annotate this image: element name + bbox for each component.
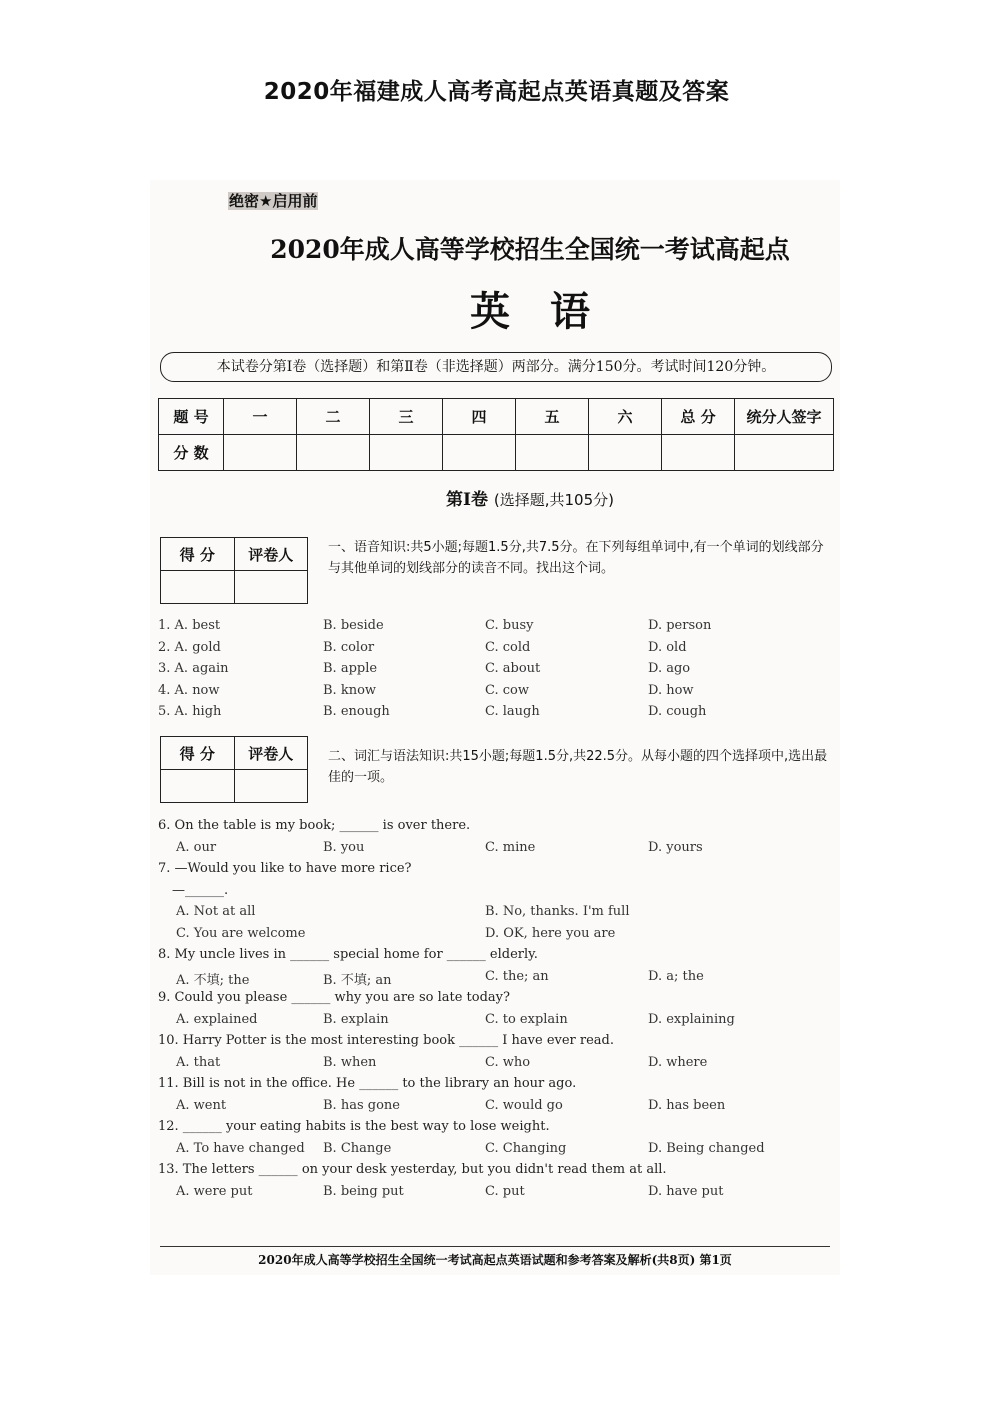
grader-box (160, 736, 308, 803)
option-row: A. explained B. explain C. to explain D. explaining (176, 1011, 735, 1027)
option-row: A. our B. you C. mine D. yours (176, 839, 703, 855)
option-row: C. You are welcome D. OK, here you are (176, 925, 616, 941)
grader-cell (234, 571, 308, 604)
question-row: 1. A. best B. beside C. busy D. person (158, 618, 712, 633)
question-stem: —______. (172, 882, 229, 898)
section-2-heading: 二、词汇与语法知识:共15小题;每题1.5分,共22.5分。从每小题的四个选择项中,选出最佳的一项。 (328, 749, 828, 785)
question-row: 4. A. now B. know C. cow D. how (158, 682, 694, 698)
question-stem: 7. —Would you like to have more rice? (158, 861, 412, 876)
score-cell (662, 435, 735, 471)
grader-score-label: 得 分 (161, 538, 235, 571)
question-row: 2. A. gold B. color C. cold D. old (158, 639, 687, 655)
grader-name-label: 评卷人 (234, 737, 308, 770)
score-table-header: 五 (516, 399, 589, 435)
question-stem: 11. Bill is not in the office. He ______ to the library an hour ago. (158, 1076, 577, 1091)
grader-cell (161, 571, 235, 604)
grader-score-label: 得 分 (161, 737, 235, 770)
question-stem: 6. On the table is my book; ______ is over there. (158, 818, 471, 833)
score-table (158, 398, 834, 471)
subject-title: 英语 (470, 288, 630, 335)
score-table-header: 题 号 (159, 399, 224, 435)
score-cell (589, 435, 662, 471)
score-table-header: 二 (297, 399, 370, 435)
exam-instructions: 本试卷分第Ⅰ卷（选择题）和第Ⅱ卷（非选择题）两部分。满分150分。考试时间120分钟。 (160, 352, 832, 382)
question-stem: 9. Could you please ______ why you are so late today? (158, 990, 510, 1005)
grader-cell (234, 770, 308, 803)
score-cell (370, 435, 443, 471)
score-cell (735, 435, 834, 471)
grader-name-label: 评卷人 (234, 538, 308, 571)
score-row-label: 分 数 (159, 435, 224, 471)
score-table-header: 统分人签字 (735, 399, 834, 435)
exam-title: 2020年成人高等学校招生全国统一考试高起点 (270, 235, 790, 264)
score-cell (297, 435, 370, 471)
question-stem: 13. The letters ______ on your desk yesterday, but you didn't read them at all. (158, 1162, 667, 1177)
score-cell (224, 435, 297, 471)
option-row: A. were put B. being put C. put D. have put (176, 1183, 724, 1199)
question-stem: 12. ______ your eating habits is the best way to lose weight. (158, 1119, 550, 1134)
option-row: A. that B. when C. who D. where (176, 1054, 708, 1070)
option-row: A. went B. has gone C. would go D. has been (176, 1097, 726, 1113)
option-row: A. 不填; the B. 不填; an C. the; an D. a; the (176, 968, 704, 988)
section-1-questions (158, 618, 838, 726)
score-table-header: 四 (443, 399, 516, 435)
document-title: 2020年福建成人高考高起点英语真题及答案 (263, 79, 730, 105)
question-row: 3. A. again B. apple C. about D. ago (158, 661, 691, 676)
section-1-heading: 一、语音知识:共5小题;每题1.5分,共7.5分。在下列每组单词中,有一个单词的划线部分与其他单词的划线部分的读音不同。找出这个词。 (328, 540, 824, 576)
score-table-header: 六 (589, 399, 662, 435)
page-footer: 2020年成人高等学校招生全国统一考试高起点英语试题和参考答案及解析(共8页) 第1页 (160, 1246, 830, 1268)
question-row: 5. A. high B. enough C. laugh D. cough (158, 704, 707, 719)
grader-box (160, 537, 308, 604)
option-row: A. To have changed B. Change C. Changing D. Being changed (176, 1140, 765, 1156)
score-table-header: 三 (370, 399, 443, 435)
question-stem: 8. My uncle lives in ______ special home for ______ elderly. (158, 947, 538, 962)
score-cell (516, 435, 589, 471)
score-table-header: 总 分 (662, 399, 735, 435)
score-table-header: 一 (224, 399, 297, 435)
question-stem: 10. Harry Potter is the most interesting book ______ I have ever read. (158, 1033, 615, 1048)
grader-cell (161, 770, 235, 803)
score-cell (443, 435, 516, 471)
exam-page-scan (150, 180, 840, 1275)
section-2-questions (158, 818, 838, 1205)
confidential-mark: 绝密★启用前 (229, 192, 318, 210)
option-row: A. Not at all B. No, thanks. I'm full (176, 904, 630, 919)
volume-heading: 第Ⅰ卷 (选择题,共105分) (446, 490, 614, 510)
